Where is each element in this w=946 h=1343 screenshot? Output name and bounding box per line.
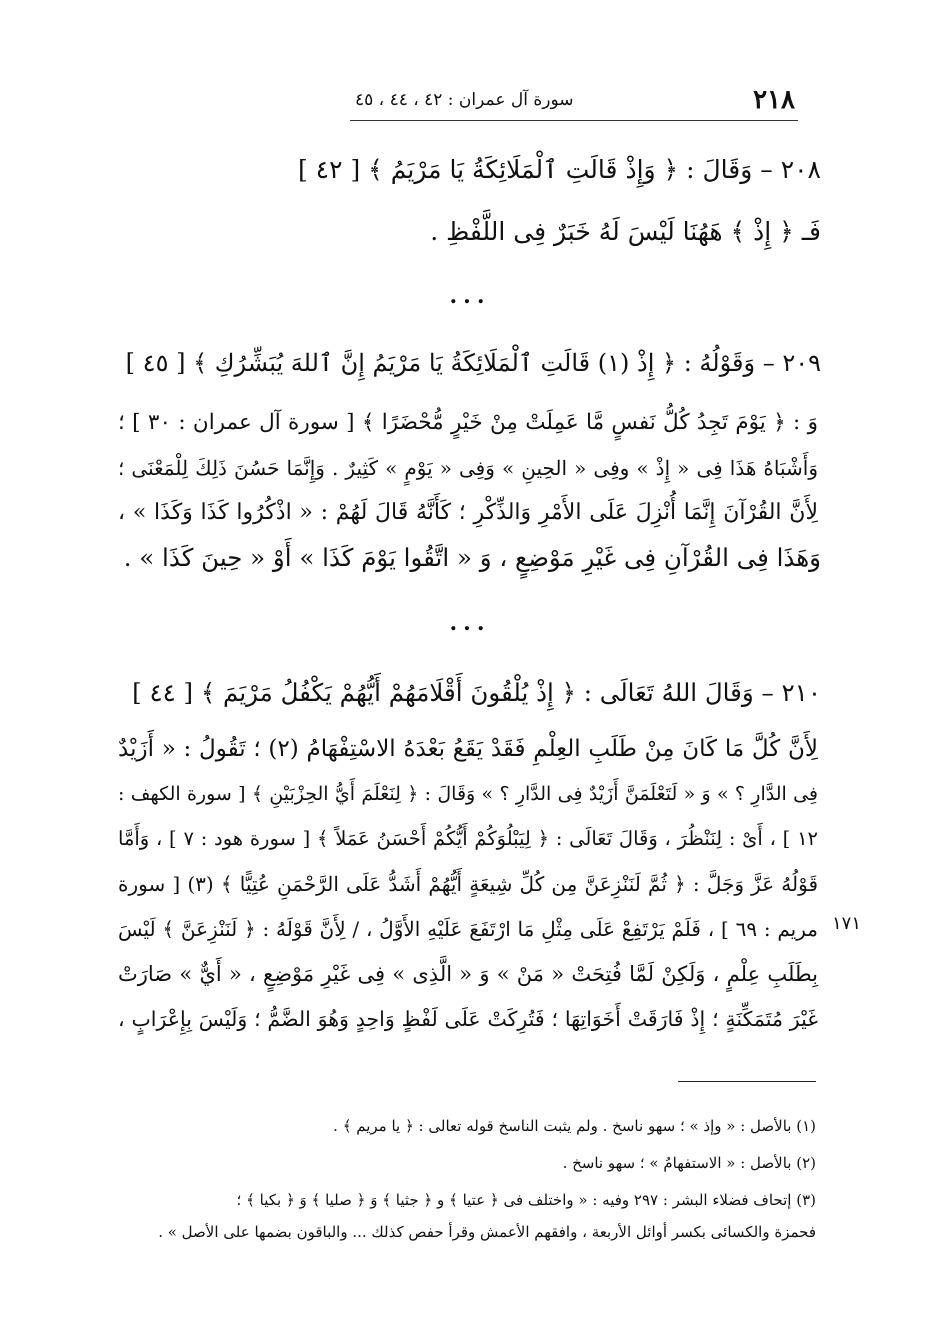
entry-208-line: فَـ ﴿ إِذْ ﴾ هَهُنَا لَيْسَ لَهُ خَبَرٌ فِى اللَّفْظِ . [430,217,821,246]
entry-209-line: لِأَنَّ القُرْآنَ إِنَّمَا أُنْزِلَ عَلَى الأَمْرِ وَالذِّكْرِ ؛ كَأَنَّهُ قَالَ لَهُمْ : « اذْكُرُوا كَذَا وَكَذَا » ، [118,500,818,525]
entry-210-line: بِطَلَبِ عِلْمٍ ، وَلَكِنْ لَمَّا فُتِحَتْ « مَنْ » وَ « الَّذِى » فِى غَيْرِ مَوْضِعٍ ، « أَيٌّ » صَارَتْ [118,962,818,986]
entry-209-line: وَأَشْبَاهُ هَذَا فِى « إِذْ » وفِى « الحِينِ » وَفِى « يَوْمٍ » كَثِيرٌ . وَإِنَّمَا حَسُنَ ذَلِكَ لِلْمَعْنَى ؛ [118,456,818,480]
section-separator: ... [449,283,491,309]
entry-209-line: وَهَذَا فِى القُرْآنِ فِى غَيْرِ مَوْضِعٍ ، وَ « اتَّقُوا يَوْمَ كَذَا » أَوْ « حِينَ كَذَا » . [123,543,821,572]
header-rule [350,120,798,121]
entry-210-line: غَيْرَ مُتَمَكِّنَةٍ ؛ إِذْ فَارَقَتْ أَخَوَاتِهَا ؛ فَتُرِكَتْ عَلَى لَفْظٍ وَاحِدٍ وَهُوَ الضَّمُّ ؛ وَلَيْسَ بِإِعْرَابٍ ، [118,1007,818,1031]
footnote-3-continued: فحمزة والكسائى بكسر أوائل الأربعة ، وافقهم الأعمش وقرأ حفص كذلك ... والباقون بضمها على الأصل » . [158,1223,816,1241]
entry-210-line: قَوْلُهُ عَزَّ وَجَلَّ : ﴿ ثُمَّ لَنَنْزِعَنَّ مِن كُلِّ شِيعَةٍ أَيُّهُمْ أَشَدُّ عَلَى الرَّحْمَنِ عُتِيًّا ﴾ (٣) [ سورة [118,872,819,896]
entry-208-heading: ٢٠٨ – وَقَالَ : ﴿ وَإِذْ قَالَتِ ٱلْمَلَائِكَةُ يَا مَرْيَمُ ﴾ [ ٤٢ ] [297,155,821,184]
entry-210-heading: ٢١٠ – وَقَالَ اللهُ تَعَالَى : ﴿ إِذْ يُلْقُونَ أَقْلَامَهُمْ أَيُّهُمْ يَكْفُلُ مَرْيَمَ ﴾ [ ٤٤ ] [132,678,821,707]
page-number: ٢١٨ [753,85,795,115]
margin-page-note: ١٧١ [832,913,862,934]
section-separator: ... [449,610,491,636]
footnote-2: (٢) بالأصل : « الاستفهامُ » ؛ سهو ناسخ . [562,1154,816,1172]
footnote-3: (٣) إتحاف فضلاء البشر : ٢٩٧ وفيه : « واختلف فى ﴿ عتيا ﴾ و ﴿ جثيا ﴾ وَ ﴿ صليا ﴾ وَ ﴿ بكيا ﴾ ؛ [236,1191,816,1209]
entry-209-line: وَ : ﴿ يَوْمَ تَجِدُ كُلُّ نَفسٍ مَّا عَمِلَتْ مِنْ خَيْرٍ مُّحْضَرًا ﴾ [ سورة آل عمران : ٣٠ ] ؛ [118,410,818,435]
page-header [355,82,795,118]
entry-210-line: لِأَنَّ كُلَّ مَا كَانَ مِنْ طَلَبِ العِلْمِ فَقَدْ يَقَعُ بَعْدَهُ الاسْتِفْهَامُ (٢) ؛ تَقُولُ : « أَزَيْدٌ [118,736,819,762]
entry-210-line: فِى الدَّارِ ؟ » وَ « لَتَعْلَمَنَّ أَزَيْدٌ فِى الدَّارِ ؟ » وَقَالَ : ﴿ لِنَعْلَمَ أَيُّ الحِزْبَيْنِ ﴾ [ سورة الكهف : [118,783,818,805]
footnote-1: (١) بالأصل : « وإذ » ؛ سهو ناسخ . ولم يثبت الناسخ قوله تعالى : ﴿ يا مريم ﴾ . [333,1117,816,1135]
entry-209-heading: ٢٠٩ – وَقَوْلُهُ : ﴿ إِذْ (١) قَالَتِ ٱلْمَلَائِكَةُ يَا مَرْيَمُ إِنَّ ٱللهَ يُبَشِّرُكِ ﴾ [ ٤٥ ] [125,349,821,377]
entry-210-line: مريم : ٦٩ ] ، فَلَمْ يَرْتَفِعْ عَلَى مِثْلِ مَا ارْتَفَعَ عَلَيْهِ الأَوَّلُ ، / لِأَنَّ قَوْلَهُ : ﴿ لَنَنْزِعَنَّ ﴾ لَيْسَ [118,917,819,941]
surah-reference: سورة آل عمران : ٤٢ ، ٤٤ ، ٤٥ [355,90,574,110]
entry-210-line: ١٢ ] ، أَىْ : لِنَنْظُرَ ، وَقَالَ تَعَالَى : ﴿ لِيَبْلُوَكُمْ أَيُّكُمْ أَحْسَنُ عَمَلاً ﴾ [ سورة هود : ٧ ] ، وَأَمَّا [118,827,819,850]
footnote-rule [678,1081,816,1082]
